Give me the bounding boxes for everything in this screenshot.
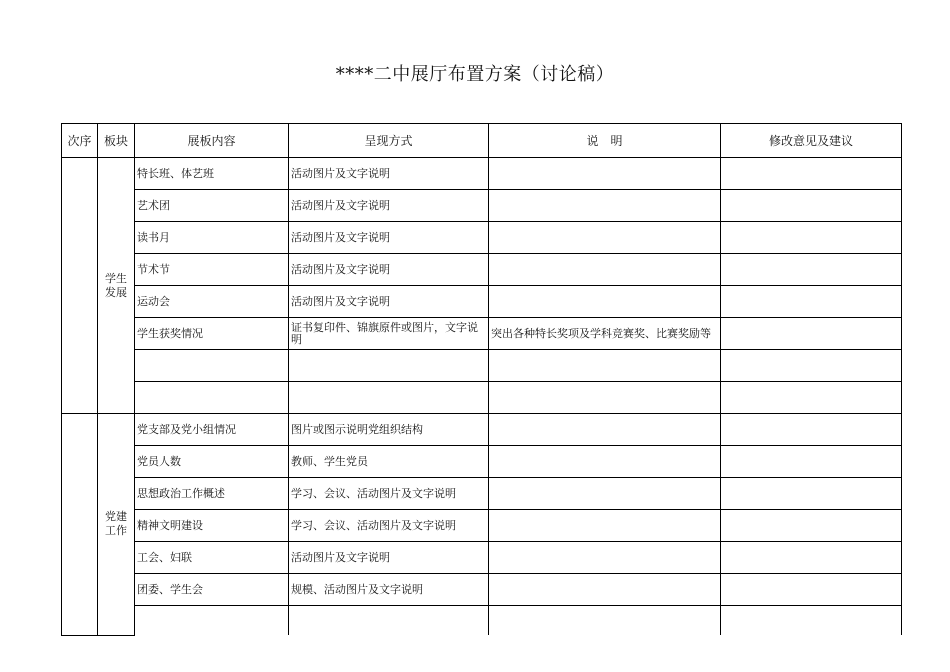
- content-cell: 思想政治工作概述: [135, 478, 289, 510]
- method-cell: 规模、活动图片及文字说明: [289, 574, 489, 606]
- table-row: [62, 542, 902, 574]
- section-cell-party: [98, 414, 135, 636]
- content-cell: 节术节: [135, 254, 289, 286]
- method-cell: 图片或图示说明党组织结构: [289, 414, 489, 446]
- table-row: [62, 158, 902, 190]
- method-cell: 活动图片及文字说明: [289, 542, 489, 574]
- note-cell: [489, 350, 721, 382]
- header-note: 说 明: [489, 124, 721, 158]
- suggest-cell: [721, 254, 902, 286]
- header-row: [62, 124, 902, 158]
- table-row: [62, 254, 902, 286]
- suggest-cell: [721, 222, 902, 254]
- content-cell: 特长班、体艺班: [135, 158, 289, 190]
- method-cell: [289, 606, 489, 636]
- suggest-cell: [721, 286, 902, 318]
- note-cell: [489, 414, 721, 446]
- note-cell: [489, 190, 721, 222]
- header-section: 板块: [98, 124, 135, 158]
- note-cell: [489, 574, 721, 606]
- suggest-cell: [721, 350, 902, 382]
- section-label: 工作: [105, 524, 127, 538]
- section-label: 发展: [105, 285, 127, 299]
- note-cell: [489, 158, 721, 190]
- note-cell: [489, 222, 721, 254]
- method-cell: 活动图片及文字说明: [289, 254, 489, 286]
- content-cell: 学生获奖情况: [135, 318, 289, 350]
- content-cell: 党员人数: [135, 446, 289, 478]
- table-row: [62, 350, 902, 382]
- content-cell: 精神文明建设: [135, 510, 289, 542]
- section-cell-student: [98, 158, 135, 414]
- section-label: 党建: [105, 510, 127, 524]
- table-row: [62, 478, 902, 510]
- table-row: [62, 222, 902, 254]
- suggest-cell: [721, 158, 902, 190]
- content-cell: 运动会: [135, 286, 289, 318]
- note-cell: [489, 382, 721, 414]
- note-cell: [489, 478, 721, 510]
- table-row: [62, 414, 902, 446]
- method-cell: 学习、会议、活动图片及文字说明: [289, 510, 489, 542]
- document-title: ****二中展厅布置方案（讨论稿）: [335, 64, 615, 85]
- table-row: [62, 286, 902, 318]
- content-cell: [135, 382, 289, 414]
- note-cell: [489, 606, 721, 636]
- table-row: [62, 190, 902, 222]
- suggest-cell: [721, 190, 902, 222]
- table-row: [62, 574, 902, 606]
- content-cell: 读书月: [135, 222, 289, 254]
- method-cell: [289, 350, 489, 382]
- suggest-cell: [721, 446, 902, 478]
- exhibition-plan-table: [61, 123, 902, 636]
- note-cell: [489, 446, 721, 478]
- content-cell: [135, 350, 289, 382]
- method-cell: 教师、学生党员: [289, 446, 489, 478]
- method-cell: 学习、会议、活动图片及文字说明: [289, 478, 489, 510]
- content-cell: 工会、妇联: [135, 542, 289, 574]
- header-content: 展板内容: [135, 124, 289, 158]
- content-cell: 艺术团: [135, 190, 289, 222]
- note-cell: [489, 510, 721, 542]
- table-row: [62, 446, 902, 478]
- content-cell: 党支部及党小组情况: [135, 414, 289, 446]
- table-row: [62, 606, 902, 636]
- suggest-cell: [721, 382, 902, 414]
- suggest-cell: [721, 574, 902, 606]
- table-row: [62, 510, 902, 542]
- header-method: 呈现方式: [289, 124, 489, 158]
- header-suggest: 修改意见及建议: [721, 124, 902, 158]
- note-cell: 突出各种特长奖项及学科竞赛奖、比赛奖励等: [489, 318, 721, 350]
- note-cell: [489, 286, 721, 318]
- section-label: 学生: [105, 271, 127, 285]
- suggest-cell: [721, 318, 902, 350]
- note-cell: [489, 542, 721, 574]
- method-cell: 活动图片及文字说明: [289, 158, 489, 190]
- suggest-cell: [721, 478, 902, 510]
- content-cell: [135, 606, 289, 636]
- suggest-cell: [721, 414, 902, 446]
- method-cell: 活动图片及文字说明: [289, 190, 489, 222]
- note-cell: [489, 254, 721, 286]
- content-cell: 团委、学生会: [135, 574, 289, 606]
- suggest-cell: [721, 542, 902, 574]
- table-row: [62, 318, 902, 350]
- method-cell: 证书复印件、锦旗原件或图片，文字说明: [289, 318, 489, 350]
- table-row: [62, 382, 902, 414]
- seq-cell: [62, 158, 98, 414]
- method-cell: [289, 382, 489, 414]
- header-seq: 次序: [62, 124, 98, 158]
- suggest-cell: [721, 606, 902, 636]
- seq-cell: [62, 414, 98, 636]
- suggest-cell: [721, 510, 902, 542]
- method-cell: 活动图片及文字说明: [289, 286, 489, 318]
- method-cell: 活动图片及文字说明: [289, 222, 489, 254]
